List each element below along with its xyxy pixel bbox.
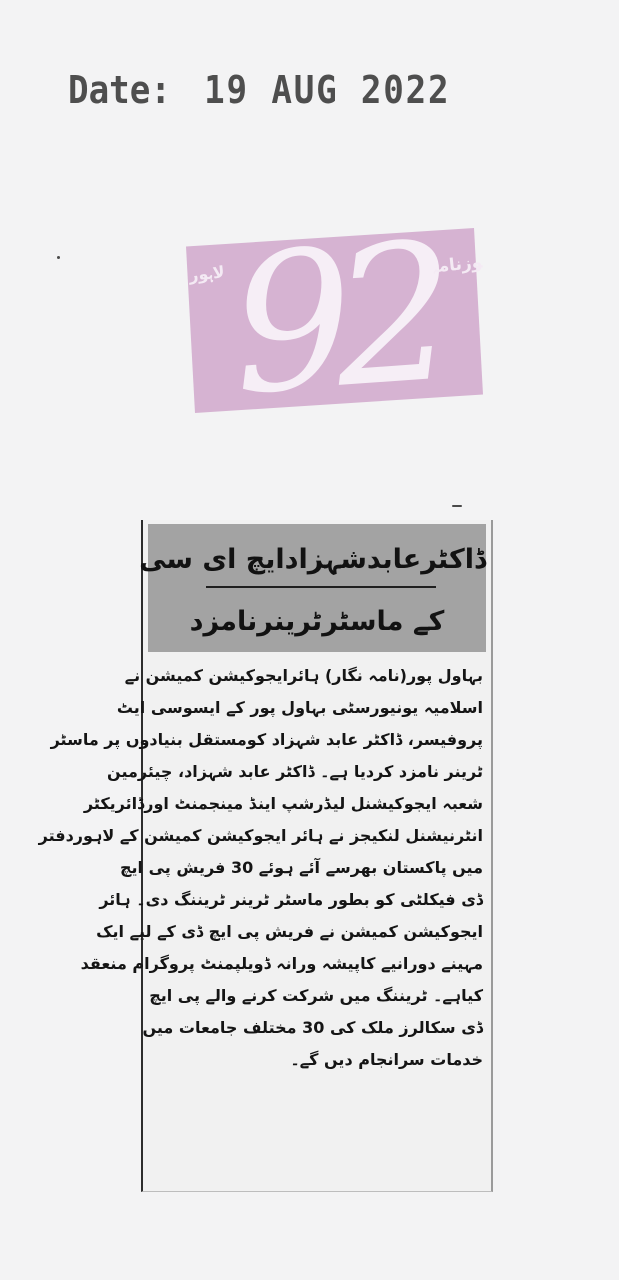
newspaper-logo-city: ﻻﮨﻮﺭ (188, 262, 226, 285)
paper-speck (452, 505, 462, 507)
newspaper-logo-title: ﻮﺯﻧﺎﻣﮧ (431, 252, 484, 278)
article-line: اسلامیہ یونیورسٹی بہاول پور کے ایسوسی ایٹ (116, 698, 483, 717)
article-line: بہاول پور(نامہ نگار) ہائرایجوکیشن کمیشن نے (124, 666, 483, 685)
newspaper-logo-number: 92 (224, 202, 446, 437)
headline-box (139, 524, 486, 652)
date-value: 19 AUG 2022 (204, 68, 451, 112)
article-line: پروفیسر، ڈاکٹر عابد شہزاد کومستقل بنیادوں پر ماسٹر (50, 730, 483, 749)
article-line: مہینے دورانیے کاپیشہ ورانہ ڈویلپمنٹ پروگرام منعقد (80, 954, 483, 973)
article-line: کیاہے۔ ٹریننگ میں شرکت کرنے والے پی ایچ (149, 986, 483, 1005)
paper-speck (57, 256, 60, 259)
article-line: ڈی فیکلٹی کو بطور ماسٹر ٹرینر ٹریننگ دی۔ ہائر (99, 890, 483, 909)
article-line: ٹرینر نامزد کردیا ہے۔ ڈاکٹر عابد شہزاد، چیئرمین (107, 762, 483, 781)
headline-line-1: ڈاکٹرعابدشہزادایچ ای سی (139, 544, 486, 575)
news-clipping (38, 520, 493, 1192)
article-body (38, 660, 483, 1076)
headline-divider (206, 586, 436, 588)
date-label: Date: (68, 68, 171, 112)
article-line: میں پاکستان بھرسے آئے ہوئے 30 فریش پی ایچ (119, 858, 483, 877)
article-line: خدمات سرانجام دیں گے۔ (290, 1050, 483, 1069)
date-stamp (68, 62, 451, 118)
article-line: شعبہ ایجوکیشنل لیڈرشپ اینڈ مینجمنٹ اورڈائریکٹر (83, 794, 483, 813)
article-line: انٹرنیشنل لنکیجز نے ہائر ایجوکیشن کمیشن کے لاہوردفتر (38, 826, 483, 845)
headline-line-2: کے ماسٹرٹرینرنامزد (189, 606, 445, 637)
article-line: ڈی سکالرز ملک کی 30 مختلف جامعات میں (142, 1018, 483, 1037)
article-line: ایجوکیشن کمیشن نے فریش پی ایچ ڈی کے لیے ایک (96, 922, 483, 941)
